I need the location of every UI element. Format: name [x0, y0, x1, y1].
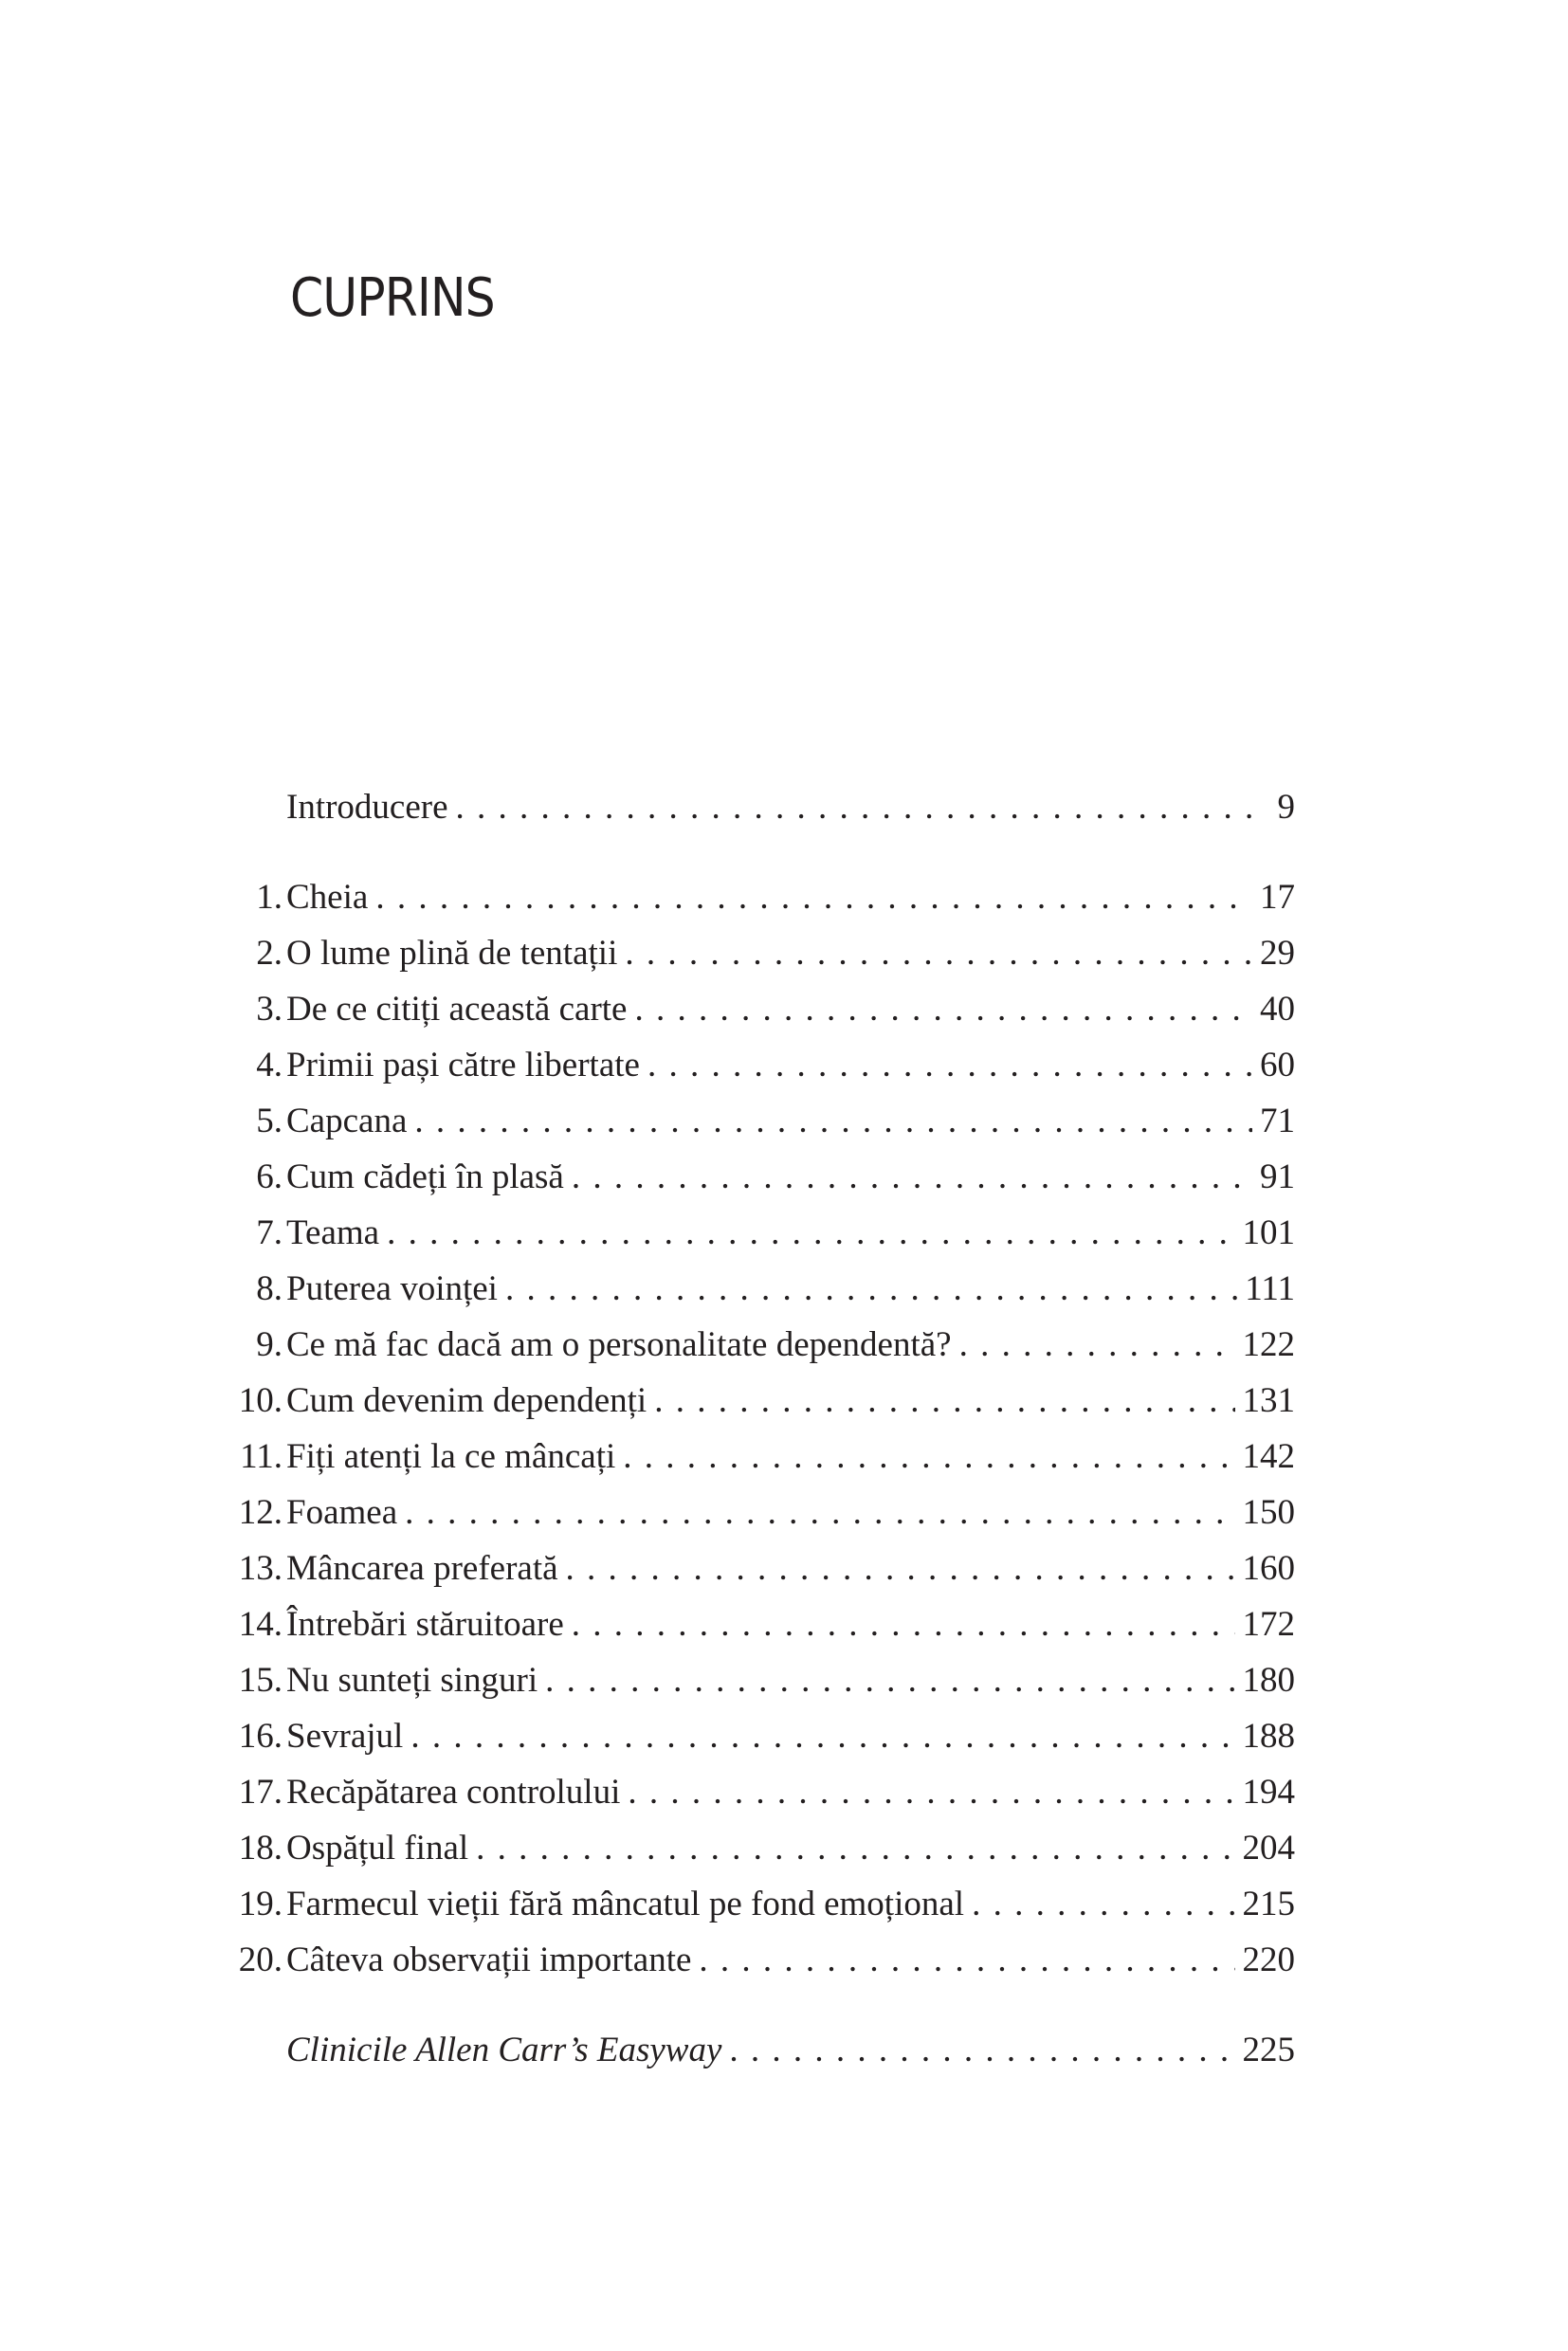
toc-row-chapter[interactable]	[218, 1708, 1295, 1764]
dot-leader	[654, 1373, 1234, 1429]
toc-label: De ce citiți această carte	[286, 990, 628, 1029]
toc-label: Cum devenim dependenți	[286, 1381, 647, 1420]
dot-leader	[572, 1596, 1235, 1652]
toc-row-chapter[interactable]	[218, 981, 1295, 1037]
chapter-number: 13.	[238, 1549, 283, 1588]
toc-label: Introducere	[286, 788, 448, 827]
dot-leader	[456, 779, 1255, 835]
toc-label: Ospățul final	[286, 1829, 469, 1868]
toc-row-chapter[interactable]	[218, 1485, 1295, 1540]
chapter-number: 10.	[238, 1381, 283, 1420]
toc-page: 180	[1242, 1661, 1295, 1700]
toc-page: 91	[1260, 1157, 1295, 1196]
toc-row-chapter[interactable]	[218, 1820, 1295, 1876]
dot-leader	[375, 869, 1252, 925]
toc-label: Foamea	[286, 1493, 398, 1532]
dot-leader	[505, 1261, 1237, 1317]
toc-page: 172	[1242, 1605, 1295, 1644]
chapter-number: 8.	[256, 1269, 283, 1308]
toc-label: Clinicile Allen Carr’s Easyway	[286, 2031, 722, 2069]
toc-outro	[218, 2022, 1295, 2078]
toc-page: 194	[1242, 1773, 1295, 1812]
toc-row-intro[interactable]	[218, 779, 1295, 835]
toc-page: 111	[1245, 1269, 1295, 1308]
dot-leader	[387, 1205, 1234, 1261]
toc-page: 9	[1277, 788, 1295, 827]
dot-leader	[545, 1652, 1234, 1708]
toc-label: Mâncarea preferată	[286, 1549, 558, 1588]
toc-label: Câteva observații importante	[286, 1941, 692, 1979]
toc-row-chapter[interactable]	[218, 1540, 1295, 1596]
chapter-number: 1.	[256, 878, 283, 917]
dot-leader	[699, 1932, 1234, 1988]
toc-page: 60	[1260, 1046, 1295, 1084]
dot-leader	[628, 1764, 1234, 1820]
chapter-number: 3.	[256, 990, 283, 1029]
toc-label: Ce mă fac dacă am o personalitate dependentă?	[286, 1325, 952, 1364]
toc-page: 225	[1242, 2031, 1295, 2069]
toc-row-chapter[interactable]	[218, 1037, 1295, 1093]
chapter-number: 14.	[238, 1605, 283, 1644]
toc-page: 215	[1242, 1885, 1295, 1923]
toc-label: Întrebări stăruitoare	[286, 1605, 564, 1644]
toc-label: Cheia	[286, 878, 369, 917]
toc-row-chapter[interactable]	[218, 1149, 1295, 1205]
toc-row-chapter[interactable]	[218, 1764, 1295, 1820]
toc-row-clinics[interactable]	[218, 2022, 1295, 2078]
toc-row-chapter[interactable]	[218, 925, 1295, 981]
toc-page: 160	[1242, 1549, 1295, 1588]
dot-leader	[625, 925, 1252, 981]
toc-row-chapter[interactable]	[218, 1093, 1295, 1149]
toc-row-chapter[interactable]	[218, 1429, 1295, 1485]
chapter-number: 18.	[238, 1829, 283, 1868]
toc-page: 204	[1242, 1829, 1295, 1868]
toc-page: 40	[1260, 990, 1295, 1029]
chapter-number: 4.	[256, 1046, 283, 1084]
chapter-number: 7.	[256, 1213, 283, 1252]
toc-label: O lume plină de tentații	[286, 934, 618, 973]
chapter-number: 9.	[256, 1325, 283, 1364]
chapter-number: 6.	[256, 1157, 283, 1196]
toc-page: 142	[1242, 1437, 1295, 1476]
toc-row-chapter[interactable]	[218, 1876, 1295, 1932]
dot-leader	[414, 1093, 1252, 1149]
toc-row-chapter[interactable]	[218, 1596, 1295, 1652]
toc-intro	[218, 779, 1295, 835]
toc-chapters	[218, 869, 1295, 1988]
page-title: CUPRINS	[290, 267, 495, 329]
toc-page: 101	[1242, 1213, 1295, 1252]
toc-page: 150	[1242, 1493, 1295, 1532]
chapter-number: 15.	[238, 1661, 283, 1700]
toc-label: Puterea voinței	[286, 1269, 498, 1308]
dot-leader	[647, 1037, 1252, 1093]
toc-row-chapter[interactable]	[218, 1932, 1295, 1988]
dot-leader	[572, 1149, 1252, 1205]
toc-label: Teama	[286, 1213, 380, 1252]
toc-label: Cum cădeți în plasă	[286, 1157, 564, 1196]
toc-row-chapter[interactable]	[218, 869, 1295, 925]
dot-leader	[729, 2022, 1234, 2078]
chapter-number: 2.	[256, 934, 283, 973]
toc-label: Recăpătarea controlului	[286, 1773, 621, 1812]
chapter-number: 16.	[238, 1717, 283, 1756]
toc-label: Sevrajul	[286, 1717, 404, 1756]
dot-leader	[959, 1317, 1235, 1373]
toc-page: 188	[1242, 1717, 1295, 1756]
toc-row-chapter[interactable]	[218, 1205, 1295, 1261]
toc-row-chapter[interactable]	[218, 1261, 1295, 1317]
chapter-number: 17.	[238, 1773, 283, 1812]
dot-leader	[972, 1876, 1234, 1932]
toc-row-chapter[interactable]	[218, 1317, 1295, 1373]
toc-row-chapter[interactable]	[218, 1373, 1295, 1429]
dot-leader	[410, 1708, 1234, 1764]
toc-page: 131	[1242, 1381, 1295, 1420]
dot-leader	[566, 1540, 1235, 1596]
toc-label: Fiți atenți la ce mâncați	[286, 1437, 616, 1476]
toc-page: 29	[1260, 934, 1295, 973]
chapter-number: 11.	[240, 1437, 283, 1476]
dot-leader	[476, 1820, 1234, 1876]
toc-page: 220	[1242, 1941, 1295, 1979]
toc-label: Capcana	[286, 1102, 408, 1140]
chapter-number: 5.	[256, 1102, 283, 1140]
chapter-number: 20.	[238, 1941, 283, 1979]
toc-page: 122	[1242, 1325, 1295, 1364]
toc-page: 71	[1260, 1102, 1295, 1140]
toc-label: Primii pași către libertate	[286, 1046, 640, 1084]
toc-label: Nu sunteți singuri	[286, 1661, 538, 1700]
dot-leader	[623, 1429, 1234, 1485]
chapter-number: 19.	[238, 1885, 283, 1923]
dot-leader	[634, 981, 1252, 1037]
dot-leader	[405, 1485, 1234, 1540]
chapter-number: 12.	[238, 1493, 283, 1532]
toc-label: Farmecul vieții fără mâncatul pe fond emoțional	[286, 1885, 965, 1923]
toc-page: 17	[1260, 878, 1295, 917]
toc-row-chapter[interactable]	[218, 1652, 1295, 1708]
